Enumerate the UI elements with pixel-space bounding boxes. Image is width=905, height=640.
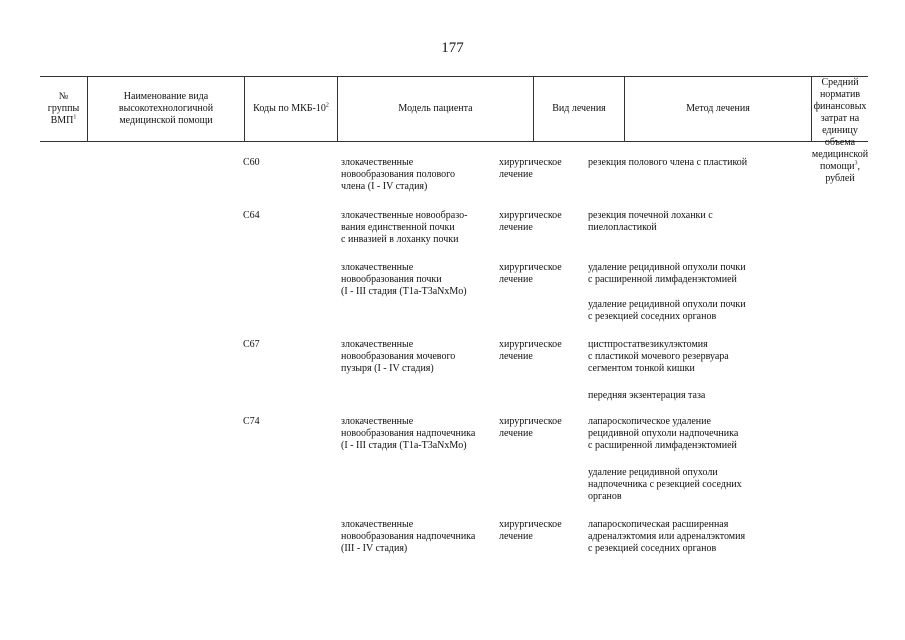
row-treatment-type: хирургическое лечение [499,262,562,285]
header-patient-model-text: Модель пациента [398,103,473,114]
row-patient-model: злокачественные новообразования надпочечника (III - IV стадия) [341,519,476,554]
row-patient-model: злокачественные новообразования почки (I - III стадия (T1a-T3aNxMo) [341,262,467,297]
row-code: C60 [243,157,260,168]
header-treatment-type [533,77,624,141]
row-code: C67 [243,339,260,350]
header-group-number [40,77,87,141]
row-treatment-type: хирургическое лечение [499,339,562,362]
header-group-number-text: № группы ВМП [47,91,80,126]
row-code: C74 [243,416,260,427]
page-number: 177 [441,40,464,56]
row-patient-model: злокачественные новообразования надпочечника (I - III стадия (T1a-T3aNxMo) [341,416,476,451]
header-cost-unit: , рублей [825,161,861,184]
header-care-type-name [87,77,244,141]
row-treatment-type: хирургическое лечение [499,210,562,233]
header-cost-text: Средний норматив финансовых затрат на единицу объема медицинской помощи [811,77,869,172]
row-treatment-method: удаление рецидивной опухоли почки с расширенной лимфаденэктомией [588,262,746,285]
row-treatment-type: хирургическое лечение [499,157,562,180]
header-icd-text: Коды по МКБ-10 [253,103,326,114]
header-treatment-method [624,77,811,141]
row-treatment-method: передняя экзентерация таза [588,390,706,401]
row-treatment-method: резекция почечной лоханки с пиелопластикой [588,210,713,233]
row-treatment-method: лапароскопическая расширенная адреналэктомия или адреналэктомия с резекцией соседних органов [588,519,746,554]
row-treatment-method: удаление рецидивной опухоли надпочечника с резекцией соседних органов [588,467,742,502]
row-patient-model: злокачественные новообразования мочевого пузыря (I - IV стадия) [341,339,456,374]
header-treatment-type-text: Вид лечения [552,103,606,114]
row-treatment-type: хирургическое лечение [499,416,562,439]
row-treatment-type: хирургическое лечение [499,519,562,542]
footnote-2: 2 [325,102,329,109]
row-treatment-method: цистпростатвезикулэктомия с пластикой мочевого резервуара сегментом тонкой кишки [588,339,729,374]
row-patient-model: злокачественные новообразования полового члена (I - IV стадия) [341,157,455,192]
header-treatment-method-text: Метод лечения [686,103,750,114]
row-code: C64 [243,210,260,221]
footnote-1: 1 [73,114,77,121]
row-treatment-method: удаление рецидивной опухоли почки с резекцией соседних органов [588,299,746,322]
row-treatment-method: резекция полового члена с пластикой [588,157,748,168]
header-icd-codes [244,77,337,141]
header-care-type-text: Наименование вида высокотехнологичной медицинской помощи [118,91,214,126]
row-treatment-method: лапароскопическое удаление рецидивной опухоли надпочечника с расширенной лимфаденэктомией [588,416,739,451]
header-patient-model [337,77,533,141]
footnote-3: 3 [854,160,858,167]
header-cost-standard [811,77,869,184]
row-patient-model: злокачественные новообразо- вания единственной почки с инвазией в лоханку почки [341,210,468,245]
